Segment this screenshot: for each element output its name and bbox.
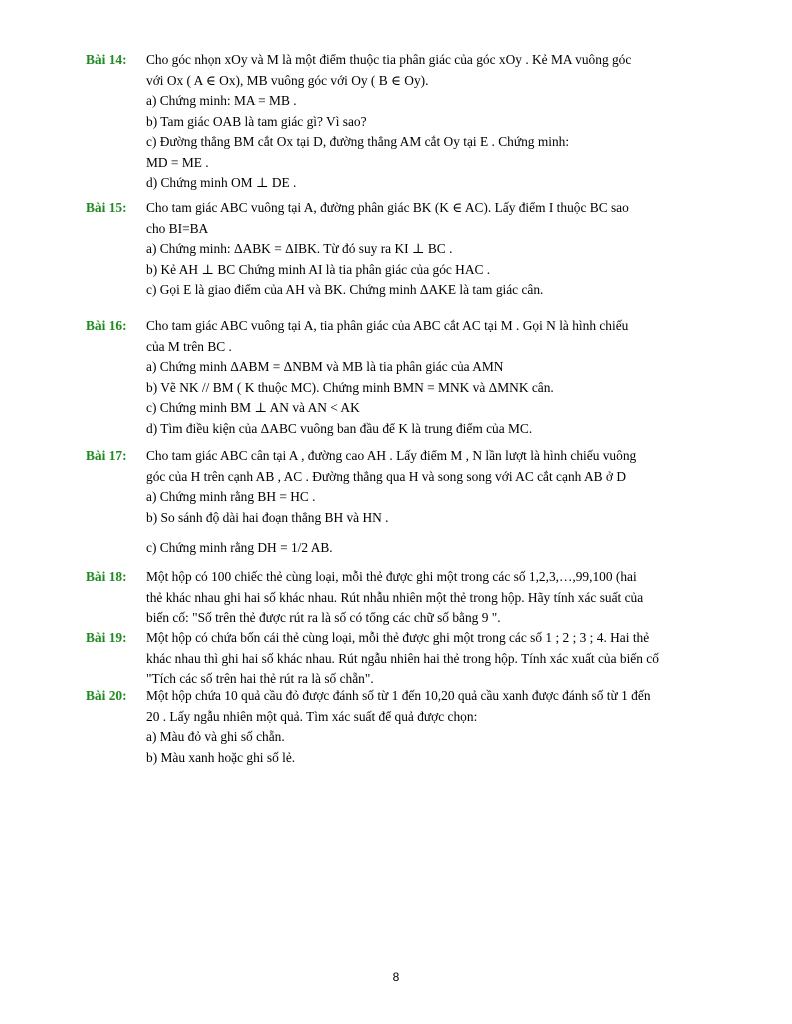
problem-line: MD = ME . bbox=[146, 154, 209, 170]
problem-label: Bài 14: bbox=[86, 52, 127, 67]
problem-line: d) Chứng minh OM ⊥ DE . bbox=[146, 175, 297, 190]
problem-line: a) Chứng minh: ΔABK = ΔIBK. Từ đó suy ra KI ⊥ BC . bbox=[146, 241, 453, 256]
problem-label: Bài 20: bbox=[86, 688, 127, 703]
problem-label: Bài 16: bbox=[86, 318, 127, 333]
problem-line: Cho góc nhọn xOy và M là một điểm thuộc tia phân giác của góc xOy . Kẻ MA vuông góc bbox=[146, 52, 632, 67]
problem-label: Bài 15: bbox=[86, 200, 127, 215]
problem-line: 20 . Lấy ngẫu nhiên một quả. Tìm xác suất để quả được chọn: bbox=[146, 708, 478, 724]
problem-line: c) Chứng minh BM ⊥ AN và AN < AK bbox=[146, 400, 360, 415]
problem-line: Cho tam giác ABC cân tại A , đường cao AH . Lấy điểm M , N lần lượt là hình chiếu vuông bbox=[146, 448, 637, 463]
problem-body bbox=[146, 686, 726, 768]
problem-line: c) Đường thẳng BM cắt Ox tại D, đường thẳng AM cắt Oy tại E . Chứng minh: bbox=[146, 134, 570, 149]
problem-20 bbox=[86, 686, 726, 768]
problem-16 bbox=[86, 316, 726, 439]
problem-line: d) Tìm điều kiện của ΔABC vuông ban đầu để K là trung điểm của MC. bbox=[146, 420, 533, 436]
problem-line: cho BI=BA bbox=[146, 220, 209, 236]
problem-line: của M trên BC . bbox=[146, 338, 232, 354]
problem-line: Một hộp chứa 10 quả cầu đỏ được đánh số từ 1 đến 10,20 quả cầu xanh được đánh số từ 1 đến bbox=[146, 688, 651, 703]
problem-line: b) Vẽ NK // BM ( K thuộc MC). Chứng minh BMN = MNK và ΔMNK cân. bbox=[146, 379, 554, 395]
problem-line: a) Màu đỏ và ghi số chẵn. bbox=[146, 729, 285, 744]
problem-body bbox=[146, 316, 726, 439]
problem-line: thẻ khác nhau ghi hai số khác nhau. Rút nhẫu nhiên một thẻ trong hộp. Hãy tính xác suất của bbox=[146, 589, 644, 605]
problem-line: biến cố: "Số trên thẻ được rút ra là số có tổng các chữ số bằng 9 ". bbox=[146, 610, 501, 625]
problem-17 bbox=[86, 446, 726, 559]
problem-body bbox=[146, 628, 726, 690]
page-number: 8 bbox=[392, 970, 400, 984]
problem-line: khác nhau thì ghi hai số khác nhau. Rút ngẫu nhiên hai thẻ trong hộp. Tính xác xuất của biến cố bbox=[146, 650, 659, 666]
problem-label: Bài 18: bbox=[86, 569, 127, 584]
problem-14 bbox=[86, 50, 726, 194]
problem-line: b) So sánh độ dài hai đoạn thẳng BH và HN . bbox=[146, 509, 389, 525]
problem-body bbox=[146, 198, 726, 301]
problem-line: với Ox ( A ∈ Ox), MB vuông góc với Oy ( B ∈ Oy). bbox=[146, 72, 429, 88]
problem-15 bbox=[86, 198, 726, 301]
problem-18 bbox=[86, 567, 726, 629]
problem-line: b) Tam giác OAB là tam giác gì? Vì sao? bbox=[146, 113, 367, 129]
problem-body bbox=[146, 50, 726, 194]
problem-line: a) Chứng minh ΔABM = ΔNBM và MB là tia phân giác của AMN bbox=[146, 359, 504, 374]
problem-body bbox=[146, 446, 726, 559]
problem-19 bbox=[86, 628, 726, 690]
problem-line: Cho tam giác ABC vuông tại A, đường phân giác BK (K ∈ AC). Lấy điểm I thuộc BC sao bbox=[146, 200, 629, 215]
problem-body bbox=[146, 567, 726, 629]
problem-line: b) Kẻ AH ⊥ BC Chứng minh AI là tia phân giác của góc HAC . bbox=[146, 261, 491, 277]
problem-label: Bài 17: bbox=[86, 448, 127, 463]
problem-line: góc của H trên cạnh AB , AC . Đường thẳng qua H và song song với AC cắt cạnh AB ở D bbox=[146, 468, 626, 484]
problem-line: a) Chứng minh rằng BH = HC . bbox=[146, 489, 316, 504]
problem-line: c) Chứng minh rằng DH = 1/2 AB. bbox=[146, 540, 333, 555]
problem-line: Một hộp có chứa bốn cái thẻ cùng loại, mỗi thẻ được ghi một trong các số 1 ; 2 ; 3 ; 4. Hai thẻ bbox=[146, 630, 650, 645]
problem-line: Một hộp có 100 chiếc thẻ cùng loại, mỗi thẻ được ghi một trong các số 1,2,3,…,99,100 (hai bbox=[146, 569, 637, 584]
problem-line: a) Chứng minh: MA = MB . bbox=[146, 93, 297, 108]
problem-line: b) Màu xanh hoặc ghi số lẻ. bbox=[146, 749, 296, 765]
problem-label: Bài 19: bbox=[86, 630, 127, 645]
problem-line: Cho tam giác ABC vuông tại A, tia phân giác của ABC cắt AC tại M . Gọi N là hình chiếu bbox=[146, 318, 629, 333]
problem-line: "Tích các số trên hai thẻ rút ra là số chẵn". bbox=[146, 671, 374, 686]
problem-line: c) Gọi E là giao điểm của AH và BK. Chứng minh ΔAKE là tam giác cân. bbox=[146, 282, 544, 297]
